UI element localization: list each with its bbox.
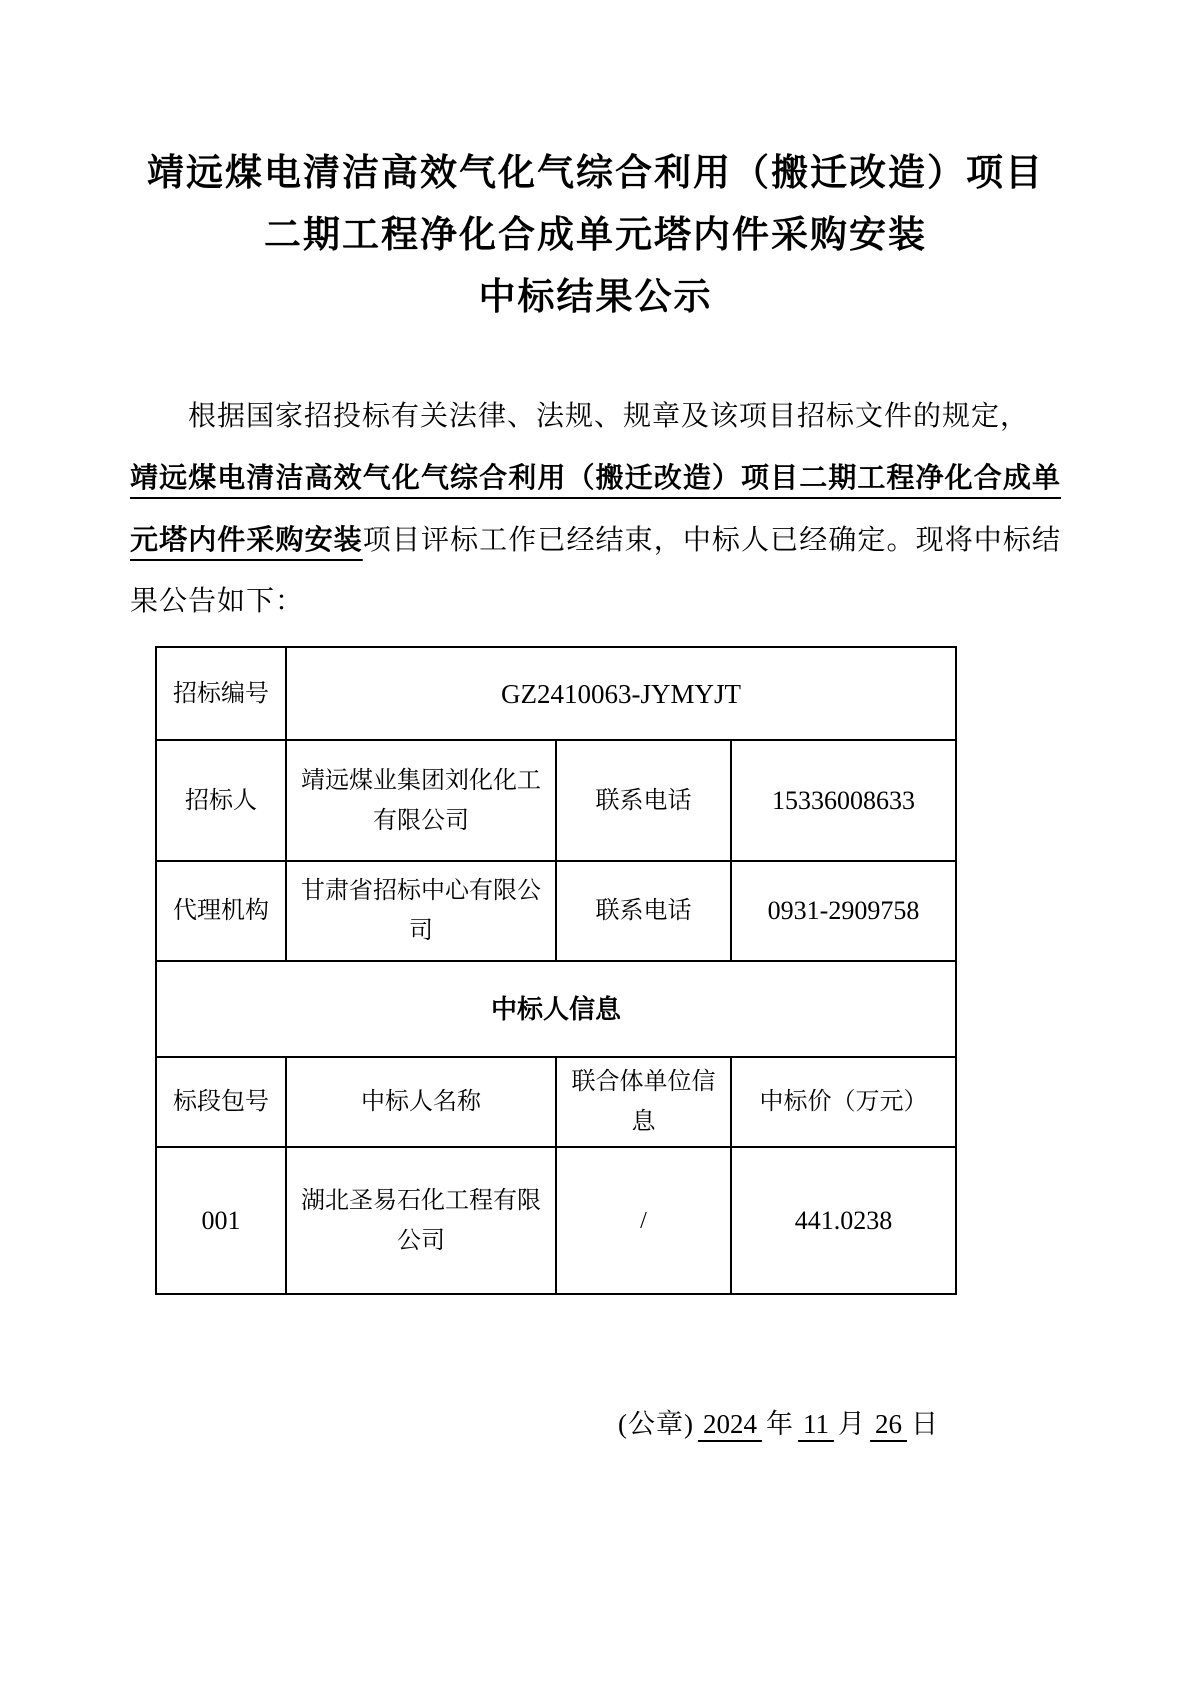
date-year: 2024 — [698, 1409, 762, 1442]
winner-price: 441.0238 — [731, 1147, 956, 1294]
project-name-emphasis: 靖远煤电清洁高效气化气综合利用（搬迁改造）项目二期工程净化合成单元塔内件采购安装 — [130, 462, 1061, 555]
table-row-tender-no — [156, 647, 956, 740]
header-price: 中标价（万元） — [731, 1057, 956, 1147]
signature-date-line — [618, 1402, 939, 1442]
document-title — [0, 0, 1191, 328]
tender-no-label: 招标编号 — [156, 647, 286, 740]
winner-name: 湖北圣易石化工程有限公司 — [286, 1147, 556, 1294]
bid-result-table — [155, 646, 957, 1295]
table-row-winner — [156, 1147, 956, 1294]
tenderer-label: 招标人 — [156, 740, 286, 861]
seal-label: (公章) — [618, 1409, 694, 1439]
date-day-unit: 日 — [910, 1409, 939, 1439]
date-month: 11 — [798, 1409, 834, 1442]
title-line-2: 二期工程净化合成单元塔内件采购安装 — [264, 214, 927, 255]
paragraph-rest: 项目评标工作已经结束，中标人已经确定。现将中标结果公告如下： — [130, 525, 1061, 617]
date-day: 26 — [870, 1409, 907, 1442]
header-consortium: 联合体单位信息 — [556, 1057, 731, 1147]
table-row-agency — [156, 861, 956, 961]
paragraph-lead: 根据国家招投标有关法律、法规、规章及该项目招标文件的规定， — [188, 401, 1030, 432]
date-month-unit: 月 — [837, 1409, 866, 1439]
table-row-tenderer — [156, 740, 956, 861]
intro-paragraph — [130, 386, 1061, 632]
tenderer-phone: 15336008633 — [731, 740, 956, 861]
agency-label: 代理机构 — [156, 861, 286, 961]
table-row-winner-section — [156, 961, 956, 1057]
header-package: 标段包号 — [156, 1057, 286, 1147]
header-winner: 中标人名称 — [286, 1057, 556, 1147]
tenderer-phone-label: 联系电话 — [556, 740, 731, 861]
date-year-unit: 年 — [765, 1409, 794, 1439]
title-line-1: 靖远煤电清洁高效气化气综合利用（搬迁改造）项目 — [147, 152, 1044, 193]
winner-consortium: / — [556, 1147, 731, 1294]
winner-package: 001 — [156, 1147, 286, 1294]
title-line-3: 中标结果公示 — [478, 276, 713, 317]
agency-phone-label: 联系电话 — [556, 861, 731, 961]
agency-name: 甘肃省招标中心有限公司 — [286, 861, 556, 961]
winner-section-title: 中标人信息 — [156, 961, 956, 1057]
agency-phone: 0931-2909758 — [731, 861, 956, 961]
tenderer-name: 靖远煤业集团刘化化工有限公司 — [286, 740, 556, 861]
tender-no-value: GZ2410063-JYMYJT — [286, 647, 956, 740]
table-header-row — [156, 1057, 956, 1147]
